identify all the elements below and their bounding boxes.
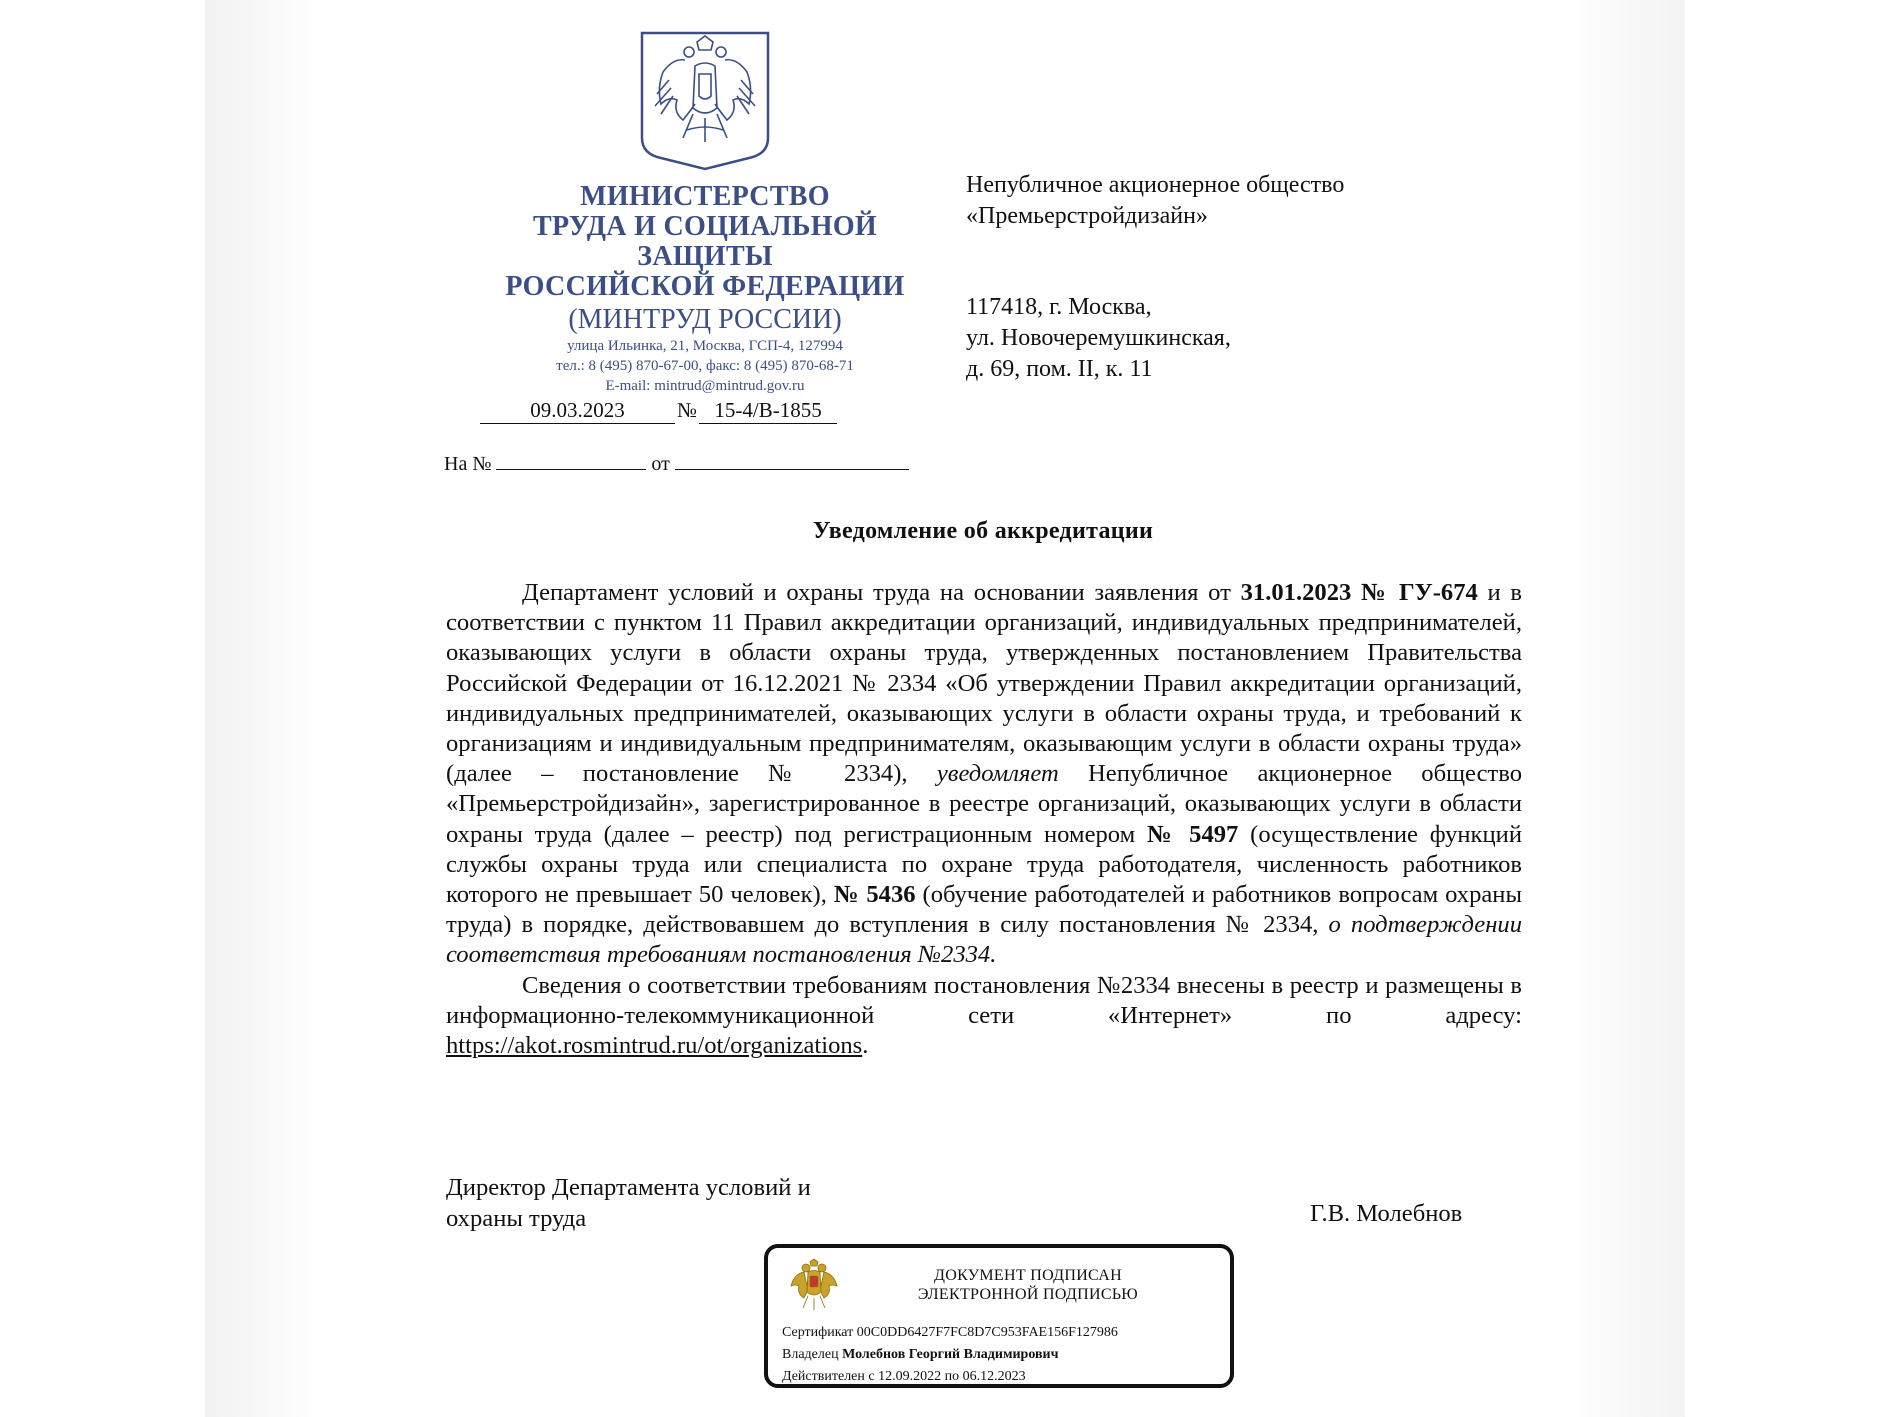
signer-position-line: охраны труда [446,1205,587,1232]
letterhead [440,30,970,396]
stamp-valid-from-label: Действителен с [782,1369,875,1384]
stamp-certificate [782,1322,1118,1344]
registration-number-label: № [677,398,698,422]
ministry-name-line: ТРУДА И СОЦИАЛЬНОЙ [533,211,877,242]
signer-name: Г.В. Молебнов [1310,1200,1463,1227]
registration-line [480,397,905,424]
registry-link[interactable]: https://akot.rosmintrud.ru/ot/organizations [446,1032,863,1060]
ministry-email: E-mail: mintrud@mintrud.gov.ru [605,378,805,394]
stamp-title-line: ДОКУМЕНТ ПОДПИСАН [934,1267,1122,1284]
document-title: Уведомление об аккредитации [812,518,1154,544]
stamp-certificate-value: 00C0DD6427F7FC8D7C953FAE156F127986 [856,1325,1118,1340]
page-edge-shadow-right [1565,0,1685,1417]
body-paragraph [446,578,1522,971]
reference-no-label: На № [444,453,492,475]
body-text: (обучение работодателей и работников вопросам охраны труда) в порядке, действовавшем до вступления в силу постановления № 2334, [446,881,1522,939]
signer-position-line: Директор Департамента условий и [446,1174,811,1201]
body-text: Непубличное акционерное общество «Премьерстройдизайн», зарегистрированное в реестре организаций, оказывающих услуги в области охраны труда (далее – реестр) под регистрационным номером [446,760,1522,848]
recipient-block [966,170,1344,385]
recipient-address-line: д. 69, пом. II, к. 11 [966,356,1153,382]
body-emphasis: о подтверждении соответствия требованиям постановления №2334. [446,911,1522,969]
coat-of-arms-icon [786,1258,842,1314]
electronic-signature-stamp [764,1244,1234,1388]
ministry-name-line: МИНИСТЕРСТВО [580,181,830,212]
page-edge-shadow-left [205,0,325,1417]
ministry-short-name: (МИНТРУД РОССИИ) [568,304,842,335]
stamp-title [848,1266,1208,1304]
ministry-name-line: ЗАЩИТЫ [637,241,773,272]
body-emphasis: уведомляет [936,760,1059,788]
reference-date-blank [675,447,909,470]
signer-position [446,1172,811,1234]
application-reference: 31.01.2023 № ГУ-674 [1240,579,1478,606]
stamp-valid-to-label: по [944,1369,960,1384]
coat-of-arms-icon [639,30,771,172]
stamp-certificate-label: Сертификат [782,1325,854,1340]
body-text: Сведения о соответствии требованиям постановления №2334 внесены в реестр и размещены в информационно-телекоммуникационной сети «Интернет» по адресу: [446,971,1522,1029]
body-text: и в соответствии с пунктом 11 Правил аккредитации организаций, индивидуальных предпринимателей, оказывающих услуги в области охраны труда, утвержденных постановлением Правительства Российской Федерации от 16.12.2021 № 2334 «Об утверждении Правил аккредитации организаций, индивидуальных предпринимателей, оказывающих услуги в области охраны труда, и требований к организациям и индивидуальным предпринимателям, оказывающим услуги в области охраны труда» (далее – постановление № 2334), [446,579,1523,788]
reference-from-label: от [651,453,670,475]
ministry-name [440,182,970,302]
body-paragraph [446,971,1522,1062]
stamp-owner-value: Молебнов Георгий Владимирович [842,1347,1059,1362]
body-text: . [862,1032,869,1060]
stamp-owner [782,1344,1118,1366]
reference-number-blank [496,447,646,470]
recipient-address-line: ул. Новочеремушкинская, [966,325,1231,351]
ministry-name-line: РОССИЙСКОЙ ФЕДЕРАЦИИ [505,271,905,302]
registration-date: 09.03.2023 [480,397,675,424]
stamp-valid-to: 06.12.2023 [962,1369,1026,1384]
body-text: (осуществление функций службы охраны труда или специалиста по охране труда работодателя, численность работников которого не превышает 50 человек), [446,820,1522,909]
stamp-owner-label: Владелец [782,1347,839,1362]
stamp-details [782,1322,1118,1388]
ministry-address: улица Ильинка, 21, Москва, ГСП-4, 127994 [567,338,843,354]
ministry-phones: тел.: 8 (495) 870-67-00, факс: 8 (495) 870-68-71 [556,358,854,374]
recipient-address-line: 117418, г. Москва, [966,294,1152,320]
registration-number: 15-4/В-1855 [699,397,837,424]
reference-line [444,447,909,476]
recipient-org-line: «Премьерстройдизайн» [966,203,1208,229]
body-text: Департамент условий и охраны труда на основании заявления от [522,579,1241,606]
stamp-validity [782,1366,1118,1388]
document-body [446,578,1522,1061]
registration-number-5436: № 5436 [833,881,916,909]
recipient-org-line: Непубличное акционерное общество [966,172,1345,198]
stamp-title-line: ЭЛЕКТРОННОЙ ПОДПИСЬЮ [917,1286,1139,1303]
stamp-valid-from: 12.09.2022 [878,1369,942,1384]
registration-number-5497: № 5497 [1146,820,1239,848]
